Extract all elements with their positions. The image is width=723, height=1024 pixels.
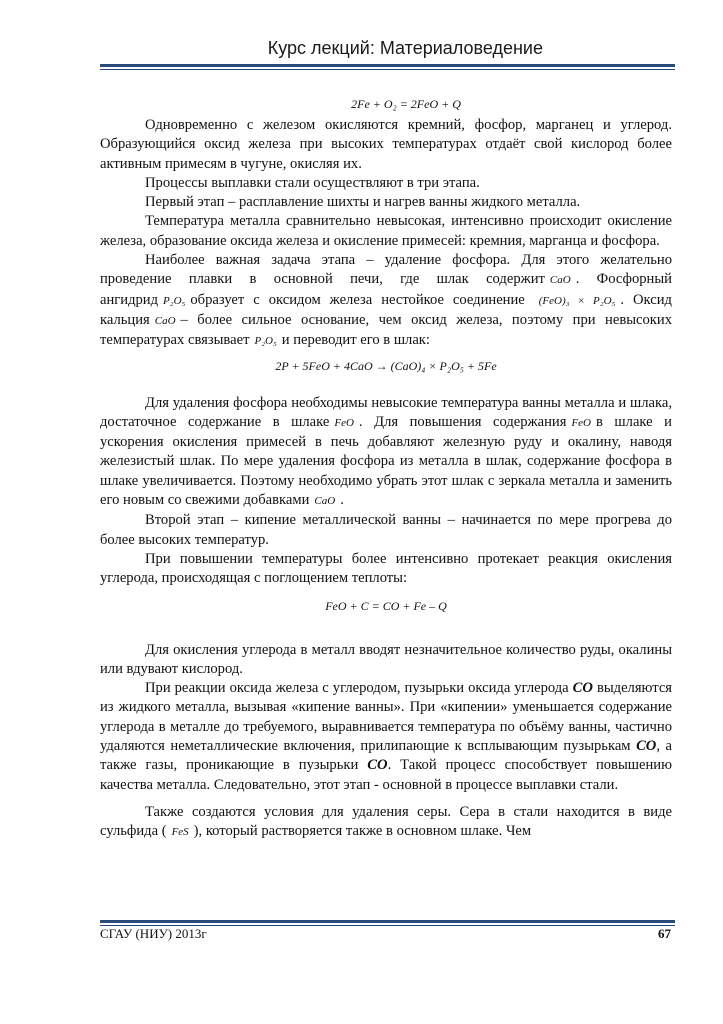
paragraph-9: Для окисления углерода в металл вводят незначительное количество руды, окалины или вдувают кислород. (100, 641, 672, 677)
chem-feo3-p2o5: (FeO)₃ × P₂O₅ (538, 294, 616, 307)
p6-text-b: . Для повышения содержания (358, 413, 567, 430)
paragraph-3: Первый этап – расплавление шихты и нагрев ванны жидкого металла. (145, 194, 581, 211)
paragraph-5 (100, 251, 672, 351)
header-title: Курс лекций: Материаловедение (267, 38, 543, 58)
formula-iron-oxidation: 2Fe + O₂ = 2FeO + Q (351, 97, 461, 111)
p5-text-b: . Фосфорный ангидрид (100, 271, 672, 308)
page-number: 67 (658, 926, 671, 941)
chem-co: CO (572, 680, 593, 697)
paragraph-11 (100, 803, 672, 843)
chem-fes: FeS (171, 826, 189, 839)
paragraph-2: Процессы выплавки стали осуществляют в три этапа. (145, 174, 480, 191)
paragraph-1: Одновременно с железом окисляются кремний, фосфор, марганец и углерод. Образующийся оксид железа при высоких температурах отдаёт свой кислород более активным примесям в чугуне, окисляя их. (100, 117, 672, 172)
chem-cao: CaO (154, 314, 176, 327)
p5-text-f: и переводит его в шлак: (281, 332, 430, 349)
paragraph-10 (100, 679, 672, 795)
p6-text-a: Для удаления фосфора необходимы невысокие температура ванны металла и шлака, достаточное содержание в шлаке (100, 394, 672, 430)
header-rule-thin (100, 69, 675, 70)
p5-text-a: Наиболее важная задача этапа – удаление фосфора. Для этого желательно проведение плавки в основной печи, где шлак содержит (100, 252, 672, 288)
chem-p2o5: P₂O₅ (254, 335, 277, 348)
p5-text-e: – более сильное основание, чем оксид железа, поэтому при невысоких температурах связывает (100, 311, 672, 349)
chem-feo: FeO (334, 416, 354, 429)
spacer (100, 795, 672, 803)
p10-text-b: выделяются из жидкого металла, вызывая «кипение ванны». При «кипении» уменьшается содержание углерода в металле до требуемого, выравнивается температура по объёму ванны, частично удаляются неметаллические включения, прилипающие к всплывающим пузырькам (100, 680, 673, 755)
p11-text-b: ), который растворяется также в основном шлаке. Чем (193, 823, 532, 840)
chem-p2o5: P₂O₅ (163, 294, 186, 307)
formula-carbon-oxidation: FeO + C = CO + Fe – Q (325, 598, 447, 613)
p6-text-d: . (340, 492, 344, 509)
p10-text-d: . Такой процесс способствует повышению качества металла. Следовательно, этот этап - основной в процессе выплавки стали. (100, 757, 672, 793)
paragraph-6 (100, 394, 672, 512)
p11-text-a: Также создаются условия для удаления серы. Сера в стали находится в виде сульфида ( (100, 803, 672, 840)
footer-institution: СГАУ (НИУ) 2013г (100, 926, 207, 941)
formula-phosphorus-removal: 2P + 5FeO + 4CaO → (CaO)₄ × P₂O₅ + 5Fe (275, 358, 497, 373)
chem-co: CO (367, 757, 388, 774)
page-content (100, 92, 672, 843)
p10-text-c: , а также газы, проникающие в пузырьки (100, 738, 673, 774)
paragraph-4: Температура металла сравнительно невысокая, интенсивно происходит окисление железа, образование оксида железа и окисление примесей: кремния, марганца и фосфора. (100, 213, 672, 249)
header-rule-thick (100, 64, 675, 67)
paragraph-8: При повышении температуры более интенсивно протекает реакция окисления углерода, происходящая с поглощением теплоты: (100, 550, 672, 587)
chem-cao: CaO (549, 274, 571, 287)
chem-cao: CaO (314, 495, 336, 508)
chem-feo: FeO (571, 416, 591, 429)
p10-text-a: При реакции оксида железа с углеродом, пузырьки оксида углерода (145, 680, 569, 697)
p6-text-c: в шлаке и ускорения окисления примесей в печь добавляют железную руду и окалину, наводя железистый шлак. По мере удаления фосфора из металла в шлак, содержание фосфора в шлаке увеличивается. Поэтому необходимо убрать этот шлак с зеркала металла и заменить его новым со свежими добавками (100, 413, 672, 509)
footer-rule-thick (100, 920, 675, 923)
p5-text-d: . Оксид кальция (100, 291, 672, 328)
paragraph-7: Второй этап – кипение металлической ванны – начинается по мере прогрева до более высоких температур. (100, 512, 672, 548)
p5-text-c: образует с оксидом железа нестойкое соединение (190, 291, 525, 308)
chem-co: CO (636, 738, 657, 755)
